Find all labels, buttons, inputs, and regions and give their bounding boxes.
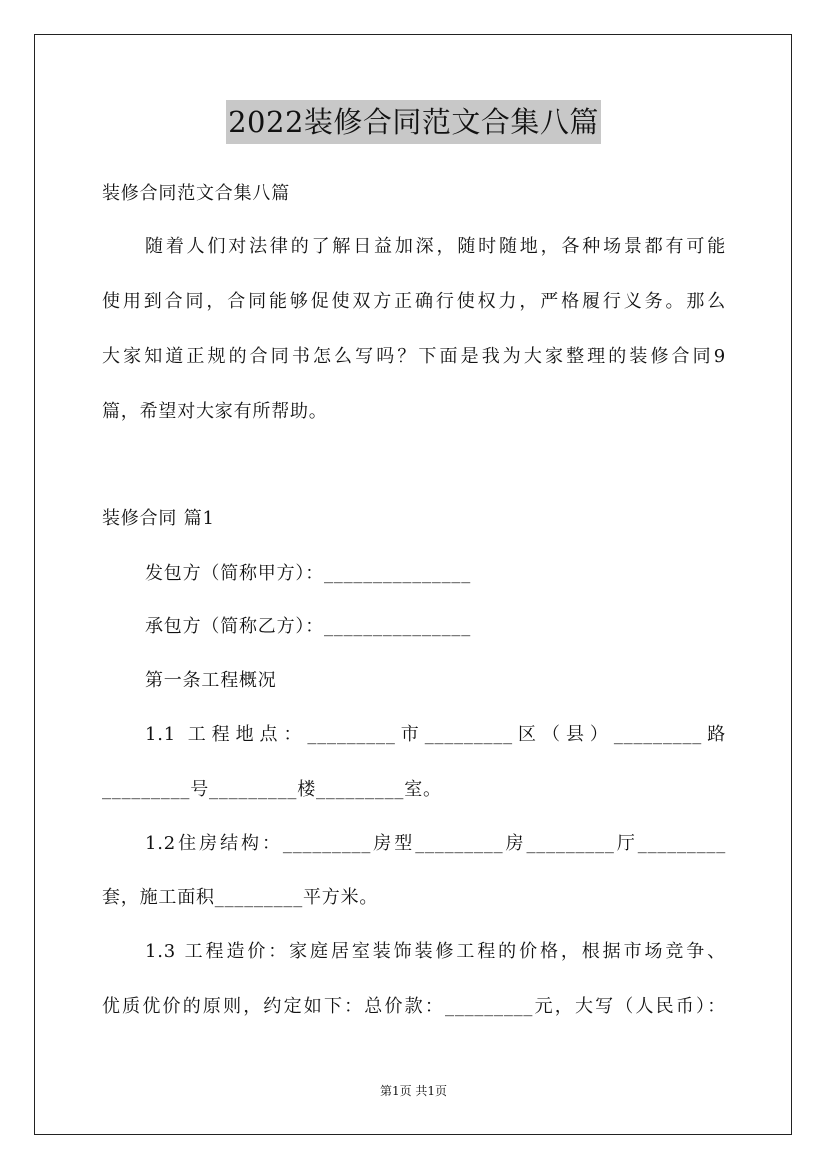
intro-line-1: 随着人们对法律的了解日益加深，随时随地，各种场景都有可能 bbox=[145, 236, 726, 257]
clause-1-2-line-1: 1.2住房结构：_________房型_________房_________厅_________ bbox=[145, 833, 726, 854]
clause-1-2-line-2: 套，施工面积_________平方米。 bbox=[102, 887, 379, 908]
clause-1-3-line-2: 优质优价的原则，约定如下：总价款：_________元，大写（人民币）： bbox=[102, 996, 726, 1017]
party-b-line: 承包方（简称乙方）：_______________ bbox=[145, 616, 471, 637]
title-container bbox=[0, 100, 827, 144]
contract-heading: 装修合同范文合集八篇 bbox=[102, 183, 290, 204]
article-1-heading: 第一条工程概况 bbox=[145, 670, 277, 691]
document-title: 2022装修合同范文合集八篇 bbox=[226, 100, 601, 144]
section-heading-1: 装修合同 篇1 bbox=[102, 508, 215, 529]
party-a-line: 发包方（简称甲方）：_______________ bbox=[145, 563, 471, 584]
page-footer: 第1页 共1页 bbox=[379, 1084, 448, 1098]
intro-line-4: 篇，希望对大家有所帮助。 bbox=[102, 401, 328, 422]
clause-1-1-line-2: _________号_________楼_________室。 bbox=[102, 779, 442, 800]
intro-line-2: 使用到合同，合同能够促使双方正确行使权力，严格履行义务。那么 bbox=[102, 291, 726, 312]
clause-1-3-line-1: 1.3 工程造价：家庭居室装饰装修工程的价格，根据市场竞争、 bbox=[145, 941, 726, 962]
clause-1-1-line-1: 1.1 工程地点：_________市_________区（县）_________路 bbox=[145, 724, 726, 745]
intro-line-3: 大家知道正规的合同书怎么写吗？下面是我为大家整理的装修合同9 bbox=[102, 346, 726, 367]
